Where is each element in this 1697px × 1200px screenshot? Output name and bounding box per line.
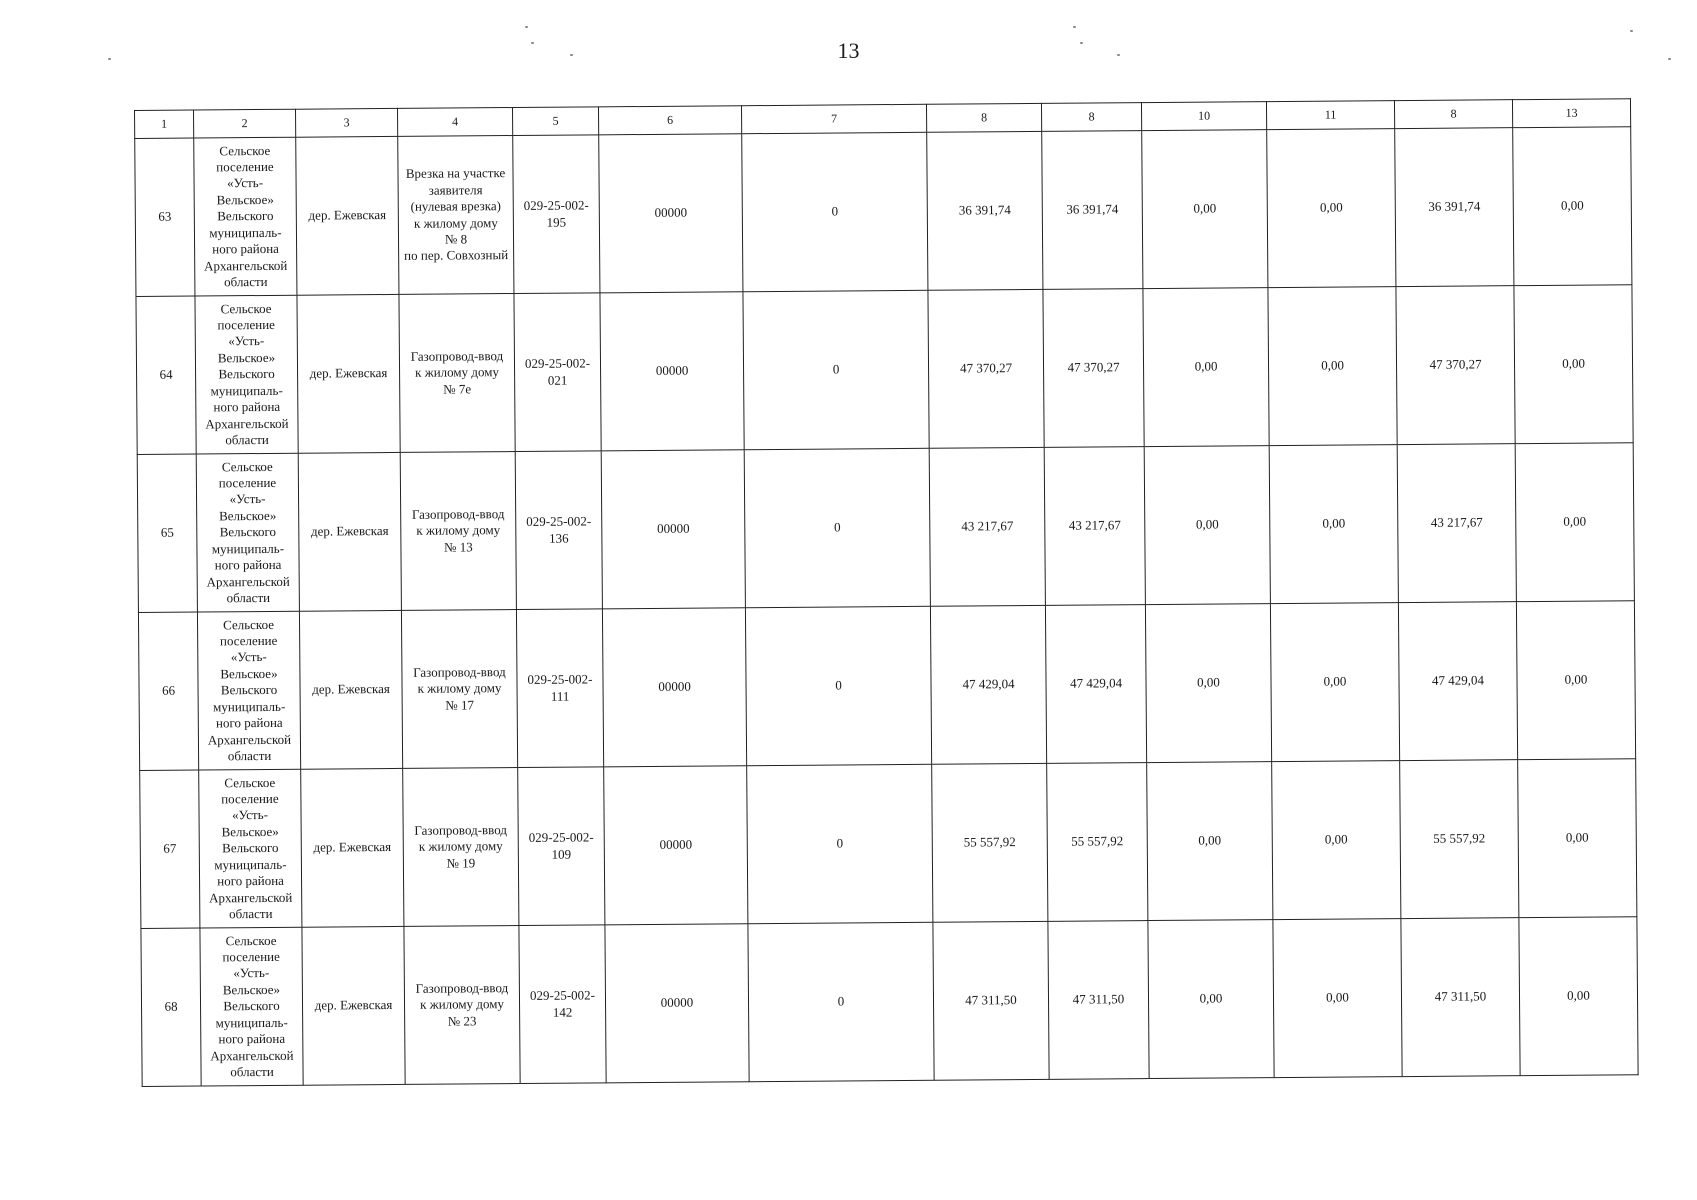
cell-col11: 0,00 <box>1269 445 1398 604</box>
cell-col12: 47 370,27 <box>1396 286 1515 445</box>
cell-col10: 0,00 <box>1142 130 1268 289</box>
object-description: Газопровод-ввод к жилому дому № 23 <box>404 926 520 1085</box>
cell-col6: 00000 <box>602 608 746 767</box>
row-number: 66 <box>138 612 198 770</box>
object-description: Газопровод-ввод к жилому дому № 7е <box>399 294 515 453</box>
inventory-number: 029-25-002- 109 <box>518 767 605 926</box>
settlement-name: Сельское поселение «Усть- Вельское» Вельского муниципаль- ного района Архангельской области <box>195 295 298 454</box>
table-row <box>138 601 1635 771</box>
column-header: 5 <box>512 107 598 136</box>
cell-col9: 47 429,04 <box>1045 605 1146 764</box>
column-header: 4 <box>397 108 512 137</box>
table-row <box>136 285 1633 455</box>
cell-col6: 00000 <box>604 766 748 925</box>
cell-col12: 55 557,92 <box>1400 760 1519 919</box>
cell-col11: 0,00 <box>1273 919 1402 1078</box>
locality: дер. Ежевская <box>298 452 401 611</box>
settlement-name: Сельское поселение «Усть- Вельское» Вельского муниципаль- ного района Архангельской области <box>200 927 303 1086</box>
cell-col8: 47 311,50 <box>933 921 1049 1080</box>
row-number: 67 <box>140 770 200 928</box>
column-header: 3 <box>295 108 397 137</box>
column-header: 13 <box>1512 99 1630 128</box>
column-header: 10 <box>1141 102 1266 131</box>
locality: дер. Ежевская <box>299 610 402 769</box>
cell-col13: 0,00 <box>1513 127 1632 286</box>
cell-col9: 47 370,27 <box>1043 289 1144 448</box>
cell-col11: 0,00 <box>1268 287 1397 446</box>
cell-col12: 36 391,74 <box>1395 128 1514 287</box>
cell-col7: 0 <box>745 606 931 765</box>
settlement-name: Сельское поселение «Усть- Вельское» Вельского муниципаль- ного района Архангельской области <box>199 769 302 928</box>
cell-col11: 0,00 <box>1270 603 1399 762</box>
object-description: Врезка на участке заявителя (нулевая врезка) к жилому дому № 8 по пер. Совхозный <box>398 136 514 295</box>
column-header: 2 <box>194 109 296 138</box>
locality: дер. Ежевская <box>296 136 399 295</box>
locality: дер. Ежевская <box>301 768 404 927</box>
cell-col8: 55 557,92 <box>932 763 1048 922</box>
table-row <box>135 127 1632 297</box>
cell-col7: 0 <box>744 448 930 607</box>
cell-col6: 00000 <box>600 292 744 451</box>
locality: дер. Ежевская <box>297 294 400 453</box>
cell-col10: 0,00 <box>1148 920 1274 1079</box>
table-row <box>140 759 1637 929</box>
row-number: 65 <box>137 454 197 612</box>
row-number: 63 <box>135 138 195 296</box>
cell-col13: 0,00 <box>1516 601 1635 760</box>
cell-col8: 47 370,27 <box>928 289 1044 448</box>
scan-speck <box>108 58 111 60</box>
cell-col11: 0,00 <box>1267 129 1396 288</box>
cell-col9: 47 311,50 <box>1048 921 1149 1080</box>
cell-col11: 0,00 <box>1272 761 1401 920</box>
scan-speck <box>1630 30 1633 32</box>
table-row <box>137 443 1634 613</box>
cell-col8: 47 429,04 <box>930 605 1046 764</box>
register-table <box>134 98 1639 1087</box>
column-header: 8 <box>926 103 1041 132</box>
settlement-name: Сельское поселение «Усть- Вельское» Вельского муниципаль- ного района Архангельской области <box>196 453 299 612</box>
column-header: 1 <box>135 110 194 138</box>
row-number: 68 <box>141 928 201 1086</box>
object-description: Газопровод-ввод к жилому дому № 19 <box>403 768 519 927</box>
cell-col13: 0,00 <box>1518 759 1637 918</box>
cell-col9: 55 557,92 <box>1047 763 1148 922</box>
column-header: 8 <box>1041 103 1141 132</box>
scan-speck <box>1117 54 1120 56</box>
cell-col10: 0,00 <box>1143 288 1269 447</box>
column-header: 6 <box>598 106 741 135</box>
cell-col6: 00000 <box>605 924 749 1083</box>
scan-speck <box>1073 26 1076 28</box>
page-number: 13 <box>837 38 860 63</box>
scan-speck <box>1668 58 1671 60</box>
scan-speck <box>570 54 573 56</box>
cell-col7: 0 <box>747 764 933 923</box>
cell-col12: 47 311,50 <box>1401 918 1520 1077</box>
inventory-number: 029-25-002- 136 <box>515 451 602 610</box>
settlement-name: Сельское поселение «Усть- Вельское» Вельского муниципаль- ного района Архангельской области <box>194 137 297 296</box>
cell-col10: 0,00 <box>1145 604 1271 763</box>
cell-col10: 0,00 <box>1147 762 1273 921</box>
cell-col8: 36 391,74 <box>927 131 1043 290</box>
locality: дер. Ежевская <box>302 926 405 1085</box>
object-description: Газопровод-ввод к жилому дому № 13 <box>400 452 516 611</box>
cell-col12: 47 429,04 <box>1398 602 1517 761</box>
cell-col8: 43 217,67 <box>929 447 1045 606</box>
column-header: 11 <box>1266 101 1394 130</box>
table-row <box>141 917 1638 1087</box>
cell-col13: 0,00 <box>1519 917 1638 1076</box>
cell-col12: 43 217,67 <box>1397 444 1516 603</box>
inventory-number: 029-25-002- 195 <box>513 135 600 294</box>
inventory-number: 029-25-002- 142 <box>519 925 606 1084</box>
scan-speck <box>525 26 528 28</box>
cell-col6: 00000 <box>599 134 743 293</box>
scan-speck <box>531 42 534 44</box>
object-description: Газопровод-ввод к жилому дому № 17 <box>401 610 517 769</box>
column-header: 8 <box>1394 100 1512 129</box>
cell-col7: 0 <box>743 290 929 449</box>
cell-col13: 0,00 <box>1515 443 1634 602</box>
cell-col6: 00000 <box>601 450 745 609</box>
row-number: 64 <box>136 296 196 454</box>
cell-col9: 36 391,74 <box>1042 131 1143 290</box>
cell-col10: 0,00 <box>1144 446 1270 605</box>
column-header: 7 <box>741 104 926 133</box>
cell-col9: 43 217,67 <box>1044 447 1145 606</box>
cell-col7: 0 <box>748 922 934 1081</box>
register-sheet <box>134 98 1638 1087</box>
cell-col7: 0 <box>742 132 928 291</box>
settlement-name: Сельское поселение «Усть- Вельское» Вельского муниципаль- ного района Архангельской области <box>197 611 300 770</box>
inventory-number: 029-25-002- 021 <box>514 293 601 452</box>
cell-col13: 0,00 <box>1514 285 1633 444</box>
inventory-number: 029-25-002- 111 <box>516 609 603 768</box>
scan-speck <box>1080 42 1083 44</box>
